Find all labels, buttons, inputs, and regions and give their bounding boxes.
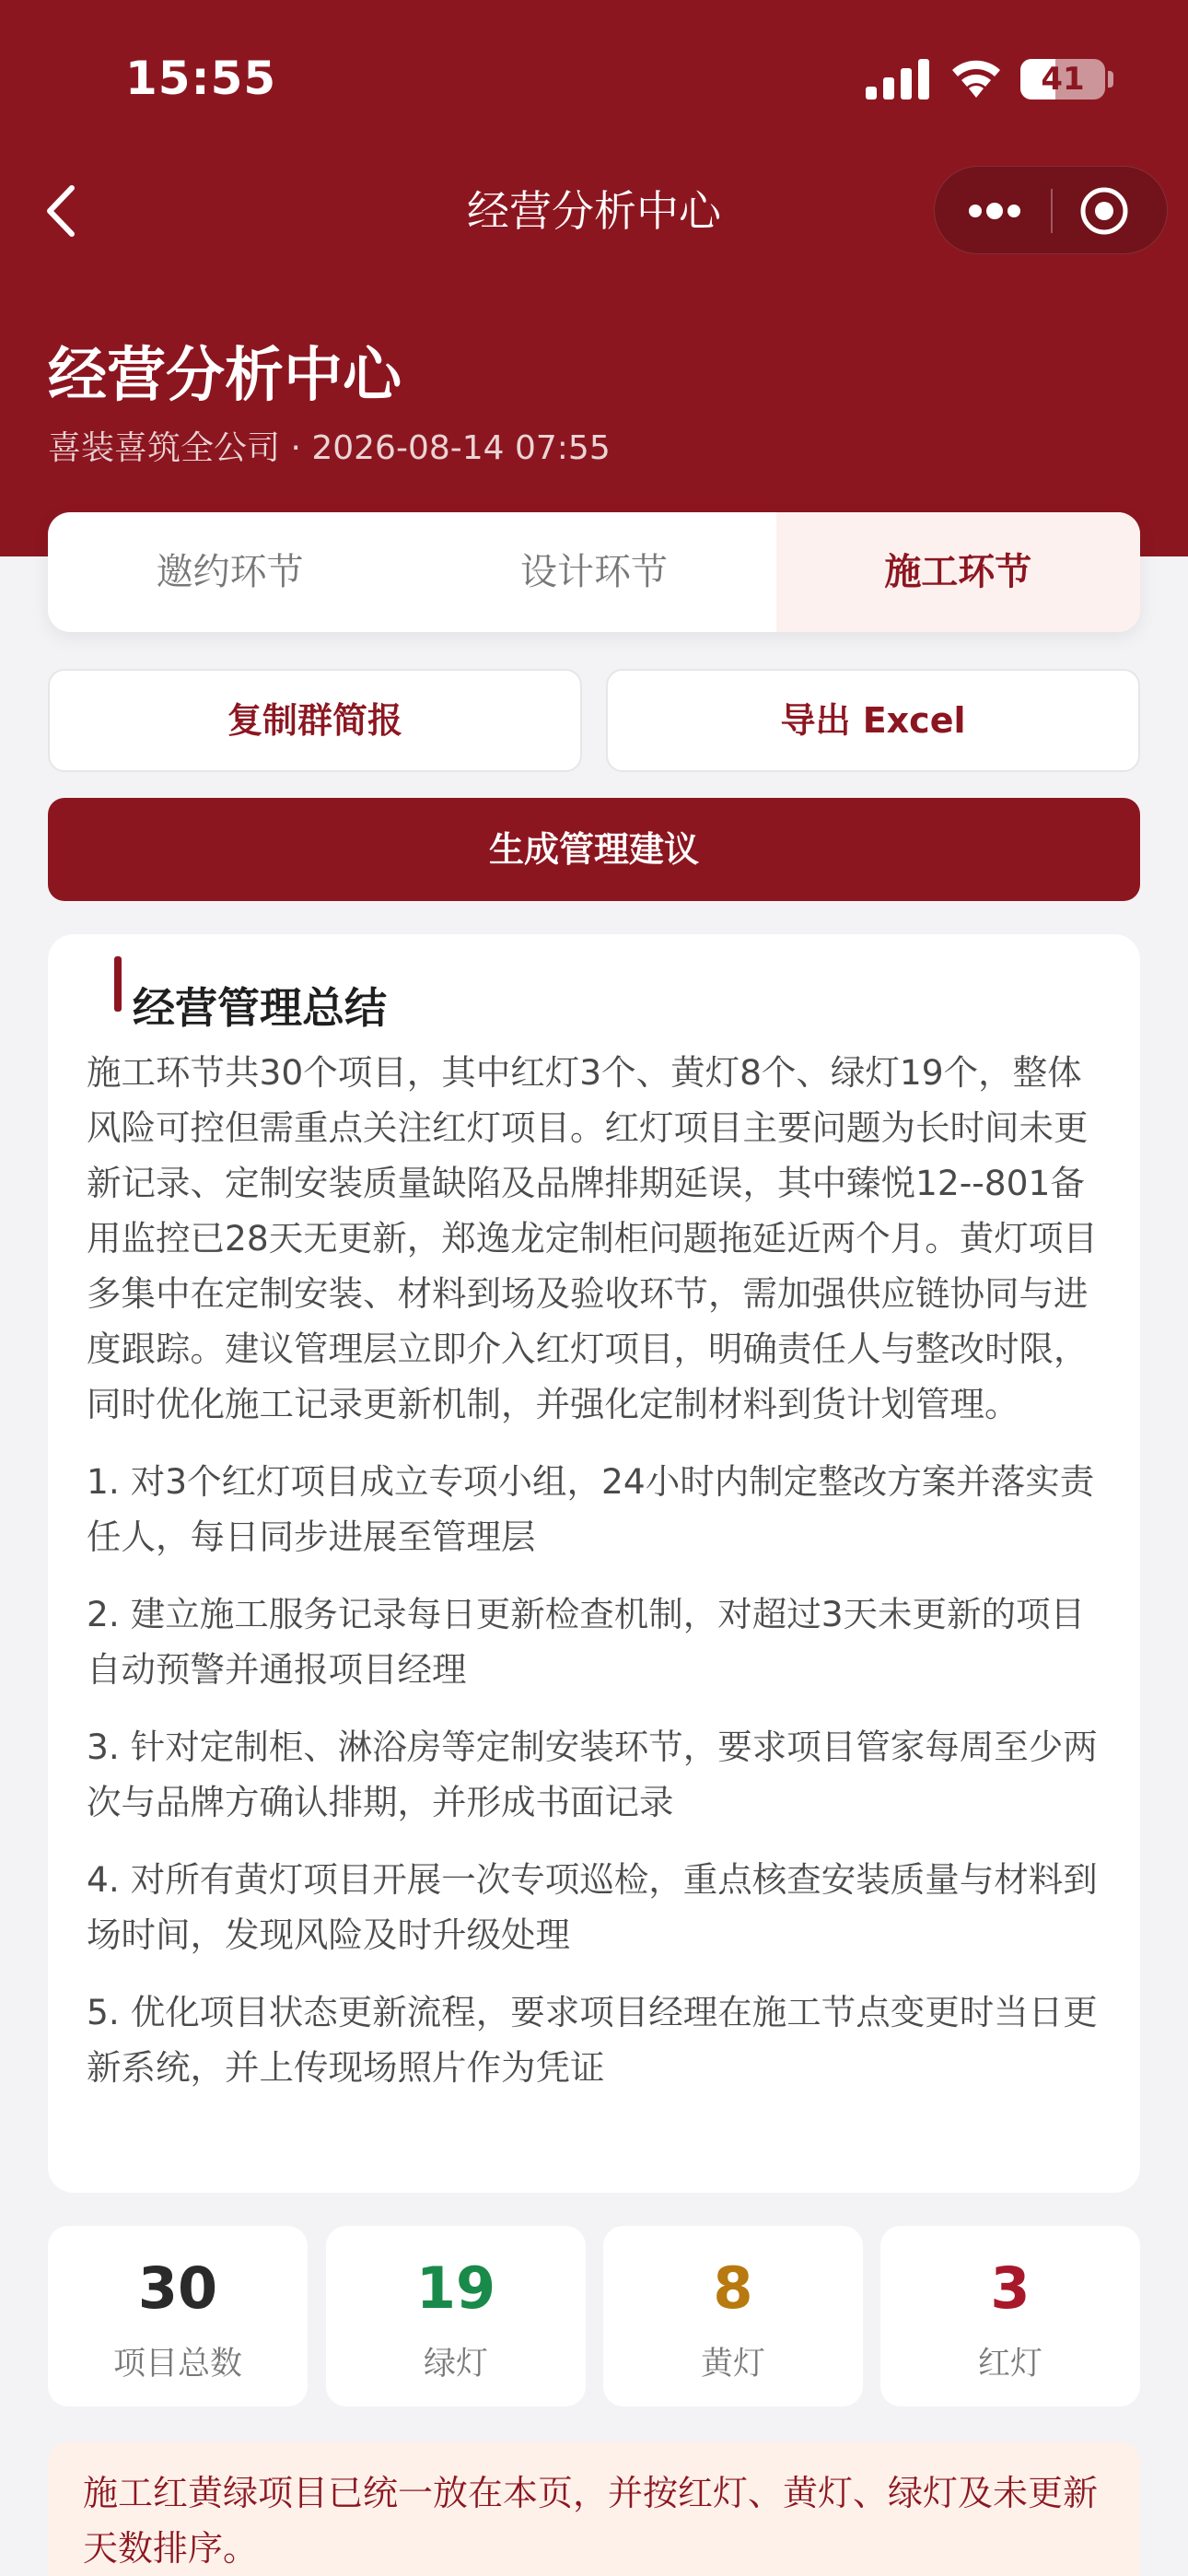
stat-yellow[interactable] <box>603 2226 863 2406</box>
summary-body <box>87 1045 1109 2117</box>
copy-brief-button[interactable]: 复制群简报 <box>48 669 582 772</box>
tab-construction[interactable]: 施工环节 <box>776 512 1140 632</box>
stat-yellow-label: 黄灯 <box>700 2346 765 2383</box>
suggestion-item: 3. 针对定制柜、淋浴房等定制安装环节，要求项目管家每周至少两次与品牌方确认排期，并形成书面记录 <box>87 1727 1098 1822</box>
battery-percent: 41 <box>1041 61 1085 98</box>
summary-paragraph: 施工环节共30个项目，其中红灯3个、黄灯8个、绿灯19个，整体风险可控但需重点关注红灯项目。红灯项目主要问题为长时间未更新记录、定制安装质量缺陷及品牌排期延误，其中臻悦12--801备用监控已28天无更新，郑逸龙定制柜问题拖延近两个月。黄灯项目多集中在定制安装、材料到场及验收环节，需加强供应链协同与进度跟踪。建议管理层立即介入红灯项目，明确责任人与整改时限，同时优化施工记录更新机制，并强化定制材料到货计划管理。 <box>87 1052 1098 1424</box>
stat-total[interactable] <box>48 2226 308 2406</box>
capsule-divider <box>1051 189 1053 233</box>
mini-program-capsule <box>934 166 1168 254</box>
stat-green-label: 绿灯 <box>423 2346 488 2383</box>
title-accent-bar <box>114 956 122 1012</box>
suggestion-item: 5. 优化项目状态更新流程，要求项目经理在施工节点变更时当日更新系统，并上传现场照片作为凭证 <box>87 1992 1098 2088</box>
status-time: 15:55 <box>125 52 277 105</box>
page-title: 经营分析中心 <box>48 342 402 410</box>
target-icon[interactable] <box>1078 185 1130 237</box>
stage-tabs <box>48 512 1140 632</box>
stat-total-value: 30 <box>137 2254 218 2322</box>
stat-red-label: 红灯 <box>977 2346 1042 2383</box>
suggestion-item: 1. 对3个红灯项目成立专项小组，24小时内制定整改方案并落实责任人，每日同步进展至管理层 <box>87 1461 1095 1557</box>
stat-yellow-value: 8 <box>713 2254 753 2322</box>
more-dots-icon[interactable] <box>968 196 1021 226</box>
nav-title: 经营分析中心 <box>467 186 721 236</box>
tab-invitation[interactable]: 邀约环节 <box>156 551 304 593</box>
page-subtitle: 喜装喜筑全公司 · 2026-08-14 07:55 <box>48 429 611 467</box>
tab-design[interactable]: 设计环节 <box>519 551 668 593</box>
battery-icon <box>1020 59 1105 100</box>
generate-advice-button[interactable]: 生成管理建议 <box>48 798 1140 901</box>
wifi-icon <box>949 55 1004 100</box>
stat-red[interactable] <box>880 2226 1140 2406</box>
export-excel-button[interactable]: 导出 Excel <box>606 669 1140 772</box>
signal-icon <box>866 59 930 100</box>
stat-green[interactable] <box>326 2226 586 2406</box>
sort-notice: 施工红黄绿项目已统一放在本页，并按红灯、黄灯、绿灯及未更新天数排序。 <box>48 2441 1140 2576</box>
summary-title: 经营管理总结 <box>133 983 387 1033</box>
battery-tip <box>1108 71 1113 88</box>
suggestion-item: 4. 对所有黄灯项目开展一次专项巡检，重点核查安装质量与材料到场时间，发现风险及时升级处理 <box>87 1859 1098 1955</box>
suggestion-item: 2. 建立施工服务记录每日更新检查机制，对超过3天未更新的项目自动预警并通报项目经理 <box>87 1594 1086 1690</box>
stat-total-label: 项目总数 <box>112 2346 242 2383</box>
stat-red-value: 3 <box>990 2254 1031 2322</box>
summary-card <box>48 934 1140 2193</box>
stat-green-value: 19 <box>415 2254 496 2322</box>
